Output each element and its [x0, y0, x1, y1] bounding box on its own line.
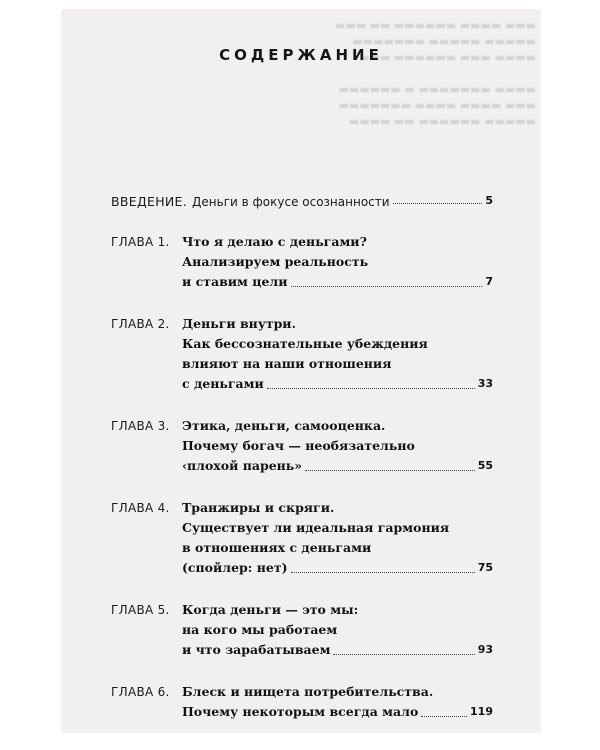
chapter-title-text: и ставим цели	[182, 274, 288, 289]
chapter-title-line	[182, 538, 493, 558]
chapter-title	[182, 416, 493, 476]
chapter-page-number: 119	[470, 705, 493, 718]
chapter-label: ГЛАВА 3.	[111, 419, 170, 433]
intro-label: ВВЕДЕНИЕ.	[111, 194, 188, 209]
chapter-title-text: (спойлер: нет)	[182, 560, 288, 575]
chapter-title-text: и что зарабатываем	[182, 642, 331, 657]
intro-page: 5	[485, 194, 493, 207]
chapter-title-line	[182, 640, 493, 660]
leader-dots	[333, 653, 474, 655]
toc-entry-chapter-4[interactable]	[111, 498, 493, 578]
chapter-title-text: Когда деньги — это мы:	[182, 602, 359, 617]
chapter-title	[182, 314, 493, 394]
leader-dots	[393, 202, 483, 204]
chapter-title-line	[182, 334, 493, 354]
intro-title: Деньги в фокусе осознанности	[192, 195, 390, 209]
chapter-title-line	[182, 620, 493, 640]
chapter-title-line	[182, 518, 493, 538]
chapter-title-line	[182, 456, 493, 476]
chapter-title-text: Почему некоторым всегда мало	[182, 704, 419, 719]
table-of-contents	[111, 193, 493, 732]
book-page	[62, 10, 540, 732]
toc-heading: СОДЕРЖАНИЕ	[219, 46, 383, 64]
chapter-label: ГЛАВА 2.	[111, 317, 170, 331]
chapter-title-line	[182, 558, 493, 578]
leader-dots	[291, 571, 475, 573]
chapter-title-text: Транжиры и скряги.	[182, 500, 335, 515]
chapter-label: ГЛАВА 6.	[111, 685, 170, 699]
chapter-title-text: Как бессознательные убеждения	[182, 336, 428, 351]
chapter-title-text: влияют на наши отношения	[182, 356, 392, 371]
chapter-title	[182, 600, 493, 660]
chapter-title-text: Что я делаю с деньгами?	[182, 234, 367, 249]
chapter-title-line	[182, 498, 493, 518]
chapter-label: ГЛАВА 1.	[111, 235, 170, 249]
chapter-title-text: с деньгами	[182, 376, 264, 391]
chapter-title-line	[182, 252, 493, 272]
chapter-title	[182, 682, 493, 722]
chapter-title-text: Существует ли идеальная гармония	[182, 520, 450, 535]
chapter-title-line	[182, 314, 493, 334]
chapter-title-text: Блеск и нищета потребительства.	[182, 684, 434, 699]
chapter-page-number: 55	[477, 459, 493, 472]
chapter-page-number: 33	[477, 377, 493, 390]
chapter-label: ГЛАВА 5.	[111, 603, 170, 617]
chapter-title-line	[182, 682, 493, 702]
chapter-title-line	[182, 232, 493, 252]
chapter-list	[111, 232, 493, 722]
chapter-page-number: 7	[485, 275, 493, 288]
chapter-title-line	[182, 272, 493, 292]
chapter-title-line	[182, 374, 493, 394]
chapter-title-line	[182, 702, 493, 722]
chapter-title-line	[182, 600, 493, 620]
chapter-title-line	[182, 436, 493, 456]
chapter-title	[182, 232, 493, 292]
toc-entry-chapter-6[interactable]	[111, 682, 493, 722]
chapter-title-text: в отношениях с деньгами	[182, 540, 372, 555]
chapter-page-number: 93	[477, 643, 493, 656]
chapter-title	[182, 498, 493, 578]
leader-dots	[305, 469, 475, 471]
chapter-title-line	[182, 416, 493, 436]
leader-dots	[421, 715, 467, 717]
chapter-title-text: Анализируем реальность	[182, 254, 369, 269]
chapter-title-text: Деньги внутри.	[182, 316, 296, 331]
chapter-title-text: ‹плохой парень»	[182, 458, 303, 473]
chapter-page-number: 75	[477, 561, 493, 574]
leader-dots	[291, 285, 483, 287]
toc-entry-intro[interactable]	[111, 193, 493, 209]
toc-entry-chapter-2[interactable]	[111, 314, 493, 394]
chapter-title-text: на кого мы работаем	[182, 622, 338, 637]
chapter-title-line	[182, 354, 493, 374]
toc-entry-chapter-1[interactable]	[111, 232, 493, 292]
toc-entry-chapter-3[interactable]	[111, 416, 493, 476]
chapter-title-text: Почему богач — необязательно	[182, 438, 415, 453]
toc-entry-chapter-5[interactable]	[111, 600, 493, 660]
bleed-through-text: ▬▬▬ ▬▬▬▬ ▬▬▬▬▬▬ ▬▬ ▬▬▬ ▬▬▬▬▬ ▬▬▬▬▬ ▬▬▬▬▬▬▬ ▬▬▬▬ ▬▬▬ ▬▬▬▬▬▬ ▬▬▬ ▬▬▬▬ ▬▬▬▬▬▬▬ ▬ ▬▬▬▬▬▬ ▬▬▬ ▬▬▬▬ ▬▬▬▬ ▬▬▬▬▬▬▬ ▬▬▬▬▬ ▬▬▬▬▬▬ ▬▬ ▬▬▬▬	[334, 19, 536, 128]
leader-dots	[267, 387, 475, 389]
chapter-title-text: Этика, деньги, самооценка.	[182, 418, 386, 433]
chapter-label: ГЛАВА 4.	[111, 501, 170, 515]
